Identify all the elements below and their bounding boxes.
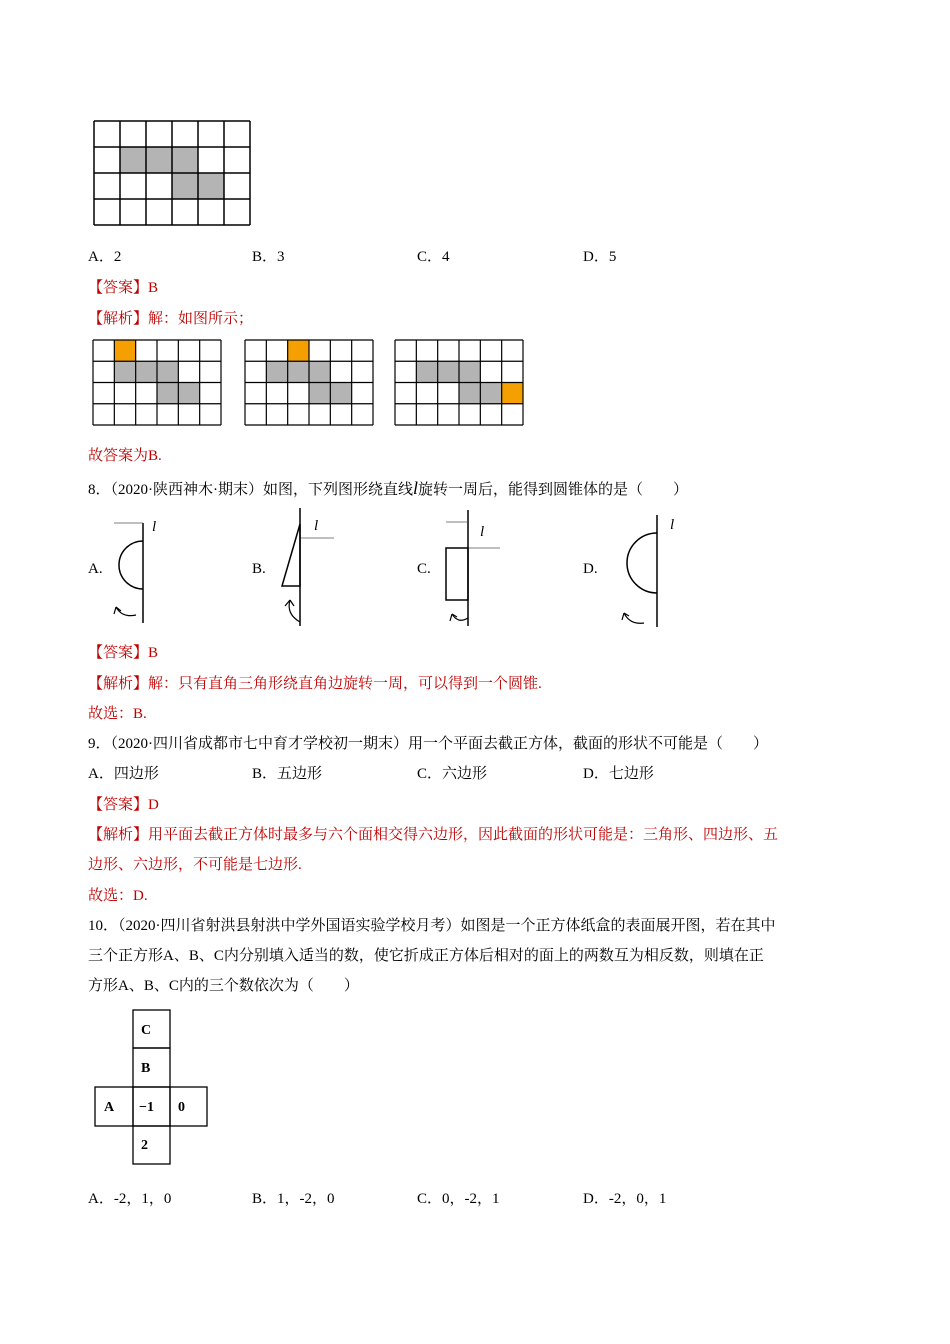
q8-stem-prefix: 8．（2020·陕西神木·期末）如图，下列图形绕直线 xyxy=(88,482,413,498)
q8-figure-a xyxy=(108,515,168,630)
q8-figure-c xyxy=(440,510,510,630)
q7-solution-grid-1 xyxy=(93,340,221,425)
q9-analysis-line1 xyxy=(88,823,778,844)
net-cell-b: B xyxy=(141,1061,151,1076)
q9-option-c[interactable]: C．六边形 xyxy=(417,766,488,782)
q7-option-d[interactable]: D．5 xyxy=(583,249,617,265)
q9-stem: 9．（2020·四川省成都市七中育才学校初一期末）用一个平面去截正方体，截面的形状不可能是（ ） xyxy=(88,736,768,752)
net-cell-a: A xyxy=(104,1100,115,1115)
q9-option-b[interactable]: B．五边形 xyxy=(252,766,323,782)
axis-label-icon: l xyxy=(314,518,319,534)
q10-cube-net xyxy=(95,1010,210,1165)
answer-value: B xyxy=(148,280,159,296)
analysis-text: 解：如图所示； xyxy=(148,311,254,327)
q7-solution-grid-2 xyxy=(245,340,373,425)
q8-option-c[interactable]: C. xyxy=(417,561,431,577)
q7-solution-grid-3 xyxy=(395,340,523,425)
q9-answer xyxy=(88,793,159,814)
q8-conclusion: 故选：B. xyxy=(88,706,147,722)
q7-conclusion: 故答案为B. xyxy=(88,448,162,464)
answer-label: 【答案】 xyxy=(88,645,149,661)
q8-answer xyxy=(88,641,158,662)
answer-label: 【答案】 xyxy=(88,280,149,296)
net-cell-bottom: 2 xyxy=(141,1138,148,1153)
analysis-label: 【解析】 xyxy=(88,827,149,843)
q10-stem-line1: 10．（2020·四川省射洪县射洪中学外国语实验学校月考）如图是一个正方体纸盒的表面展开图，若在其中 xyxy=(88,918,776,934)
answer-value: B xyxy=(148,645,159,661)
q8-stem xyxy=(88,478,688,499)
q10-option-d[interactable]: D．-2，0，1 xyxy=(583,1191,667,1207)
q9-option-d[interactable]: D．七边形 xyxy=(583,766,654,782)
q8-analysis xyxy=(88,672,542,693)
analysis-text: 用平面去截正方体时最多与六个面相交得六边形，因此截面的形状可能是：三角形、四边形、五 xyxy=(148,827,779,843)
q9-conclusion: 故选：D. xyxy=(88,888,148,904)
answer-label: 【答案】 xyxy=(88,797,149,813)
q7-option-b[interactable]: B．3 xyxy=(252,249,285,265)
net-cell-right: 0 xyxy=(178,1100,185,1115)
answer-value: D xyxy=(148,797,159,813)
q7-option-a[interactable]: A．2 xyxy=(88,249,122,265)
q8-option-a[interactable]: A. xyxy=(88,561,103,577)
q8-figure-d xyxy=(612,515,687,630)
axis-label-icon: l xyxy=(670,517,675,533)
net-cell-c: C xyxy=(141,1023,152,1038)
q10-stem-line3: 方形A、B、C内的三个数依次为（ ） xyxy=(88,978,359,994)
analysis-label: 【解析】 xyxy=(88,311,149,327)
q7-analysis xyxy=(88,307,253,328)
axis-label-icon: l xyxy=(480,524,485,540)
net-cell-center: −1 xyxy=(139,1100,154,1115)
q8-stem-suffix: 旋转一周后，能得到圆锥体的是（ ） xyxy=(418,482,689,498)
q10-option-c[interactable]: C．0，-2，1 xyxy=(417,1191,500,1207)
q8-stem-var: l xyxy=(413,478,419,498)
q8-option-d[interactable]: D. xyxy=(583,561,598,577)
q10-option-a[interactable]: A．-2，1，0 xyxy=(88,1191,172,1207)
q7-answer xyxy=(88,276,158,297)
q9-option-a[interactable]: A．四边形 xyxy=(88,766,159,782)
analysis-text: 解：只有直角三角形绕直角边旋转一周，可以得到一个圆锥. xyxy=(148,676,542,692)
q10-option-b[interactable]: B．1，-2，0 xyxy=(252,1191,335,1207)
axis-label-icon: l xyxy=(152,519,157,535)
q7-option-c[interactable]: C．4 xyxy=(417,249,450,265)
q9-analysis-line2: 边形、六边形，不可能是七边形. xyxy=(88,857,302,873)
q8-figure-b xyxy=(272,508,342,630)
q8-option-b[interactable]: B. xyxy=(252,561,266,577)
q7-main-grid xyxy=(94,121,250,225)
q10-stem-line2: 三个正方形A、B、C内分别填入适当的数，使它折成正方体后相对的面上的两数互为相反数，则填在正 xyxy=(88,948,764,964)
analysis-label: 【解析】 xyxy=(88,676,149,692)
